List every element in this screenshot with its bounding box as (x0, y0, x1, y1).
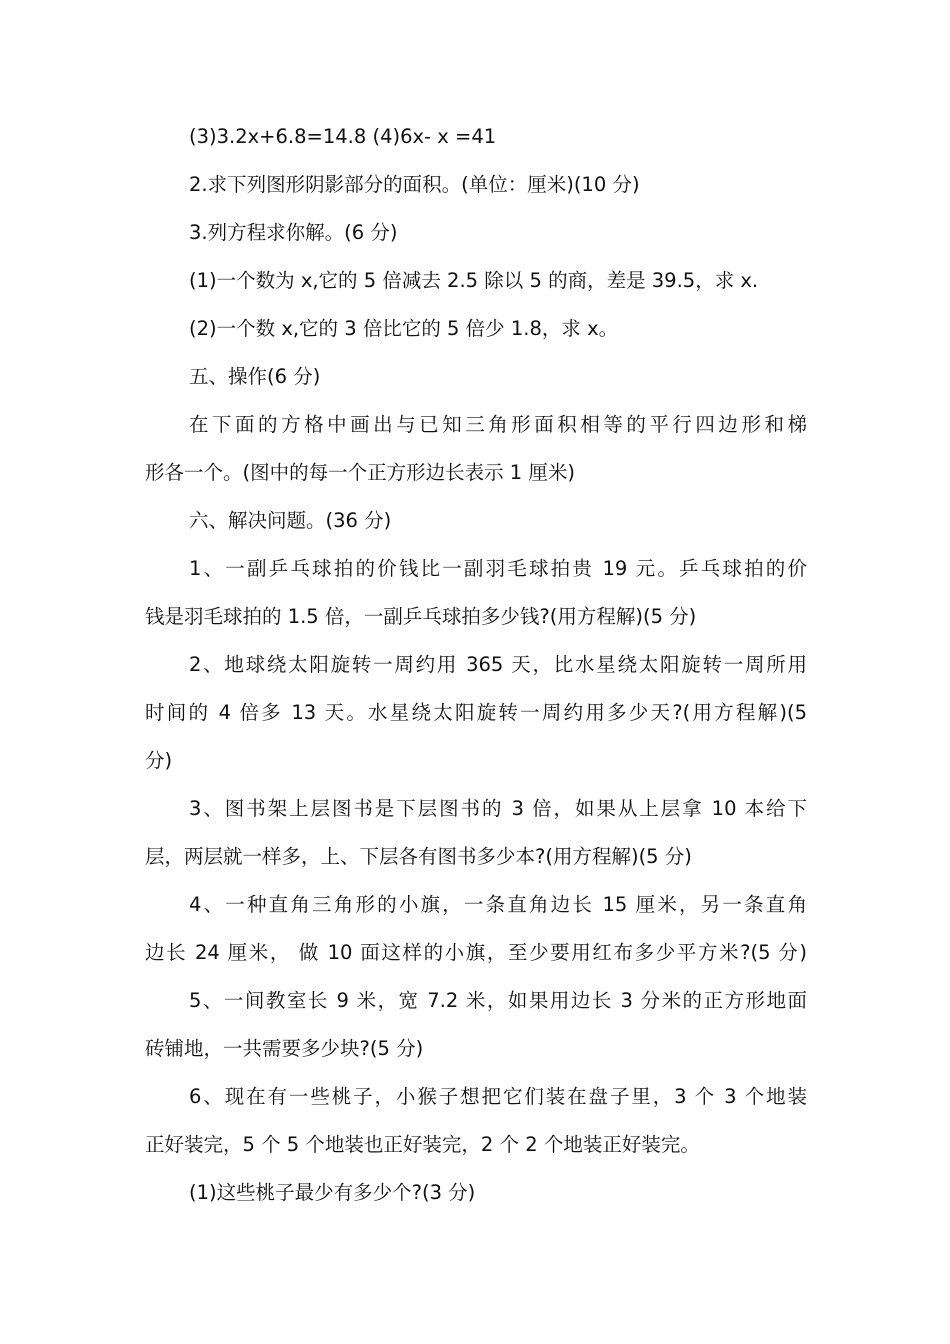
text-line: (3)3.2x+6.8=14.8 (4)6x- x =41 (189, 125, 497, 148)
document-body (145, 113, 807, 1217)
text-line: 2、地球绕太阳旋转一周约用 365 天，比水星绕太阳旋转一周所用 (189, 653, 807, 676)
text-line: 4、一种直角三角形的小旗，一条直角边长 15 厘米，另一条直角 (189, 893, 807, 916)
text-line: 2.求下列图形阴影部分的面积。(单位：厘米)(10 分) (189, 173, 640, 196)
text-line: 3.列方程求你解。(6 分) (189, 221, 398, 244)
text-line: (1)这些桃子最少有多少个?(3 分) (189, 1181, 476, 1204)
text-line: 6、现在有一些桃子，小猴子想把它们装在盘子里，3 个 3 个地装 (189, 1085, 807, 1108)
text-line: 五、操作(6 分) (189, 365, 321, 388)
text-line: (2)一个数 x,它的 3 倍比它的 5 倍少 1.8，求 x。 (189, 317, 619, 340)
text-line: 在下面的方格中画出与已知三角形面积相等的平行四边形和梯 (189, 413, 807, 436)
text-line: 3、图书架上层图书是下层图书的 3 倍，如果从上层拿 10 本给下 (189, 797, 807, 820)
text-line: 六、解决问题。(36 分) (189, 509, 392, 532)
text-line: 时间的 4 倍多 13 天。水星绕太阳旋转一周约用多少天?(用方程解)(5 (145, 701, 807, 724)
text-line: 形各一个。(图中的每一个正方形边长表示 1 厘米) (145, 461, 576, 484)
text-line: 砖铺地，一共需要多少块?(5 分) (145, 1037, 424, 1060)
text-line: 1、一副乒乓球拍的价钱比一副羽毛球拍贵 19 元。乒乓球拍的价 (189, 557, 807, 580)
text-line: 5、一间教室长 9 米，宽 7.2 米，如果用边长 3 分米的正方形地面 (189, 989, 807, 1012)
text-line: 正好装完，5 个 5 个地装也正好装完，2 个 2 个地装正好装完。 (145, 1133, 700, 1156)
text-line: 分) (145, 749, 173, 772)
text-line: 层，两层就一样多，上、下层各有图书多少本?(用方程解)(5 分) (145, 845, 692, 868)
text-line: 边长 24 厘米， 做 10 面这样的小旗，至少要用红布多少平方米?(5 分) (145, 941, 807, 964)
text-line: (1)一个数为 x,它的 5 倍减去 2.5 除以 5 的商，差是 39.5，求 x. (189, 269, 759, 292)
text-line: 钱是羽毛球拍的 1.5 倍，一副乒乓球拍多少钱?(用方程解)(5 分) (145, 605, 697, 628)
